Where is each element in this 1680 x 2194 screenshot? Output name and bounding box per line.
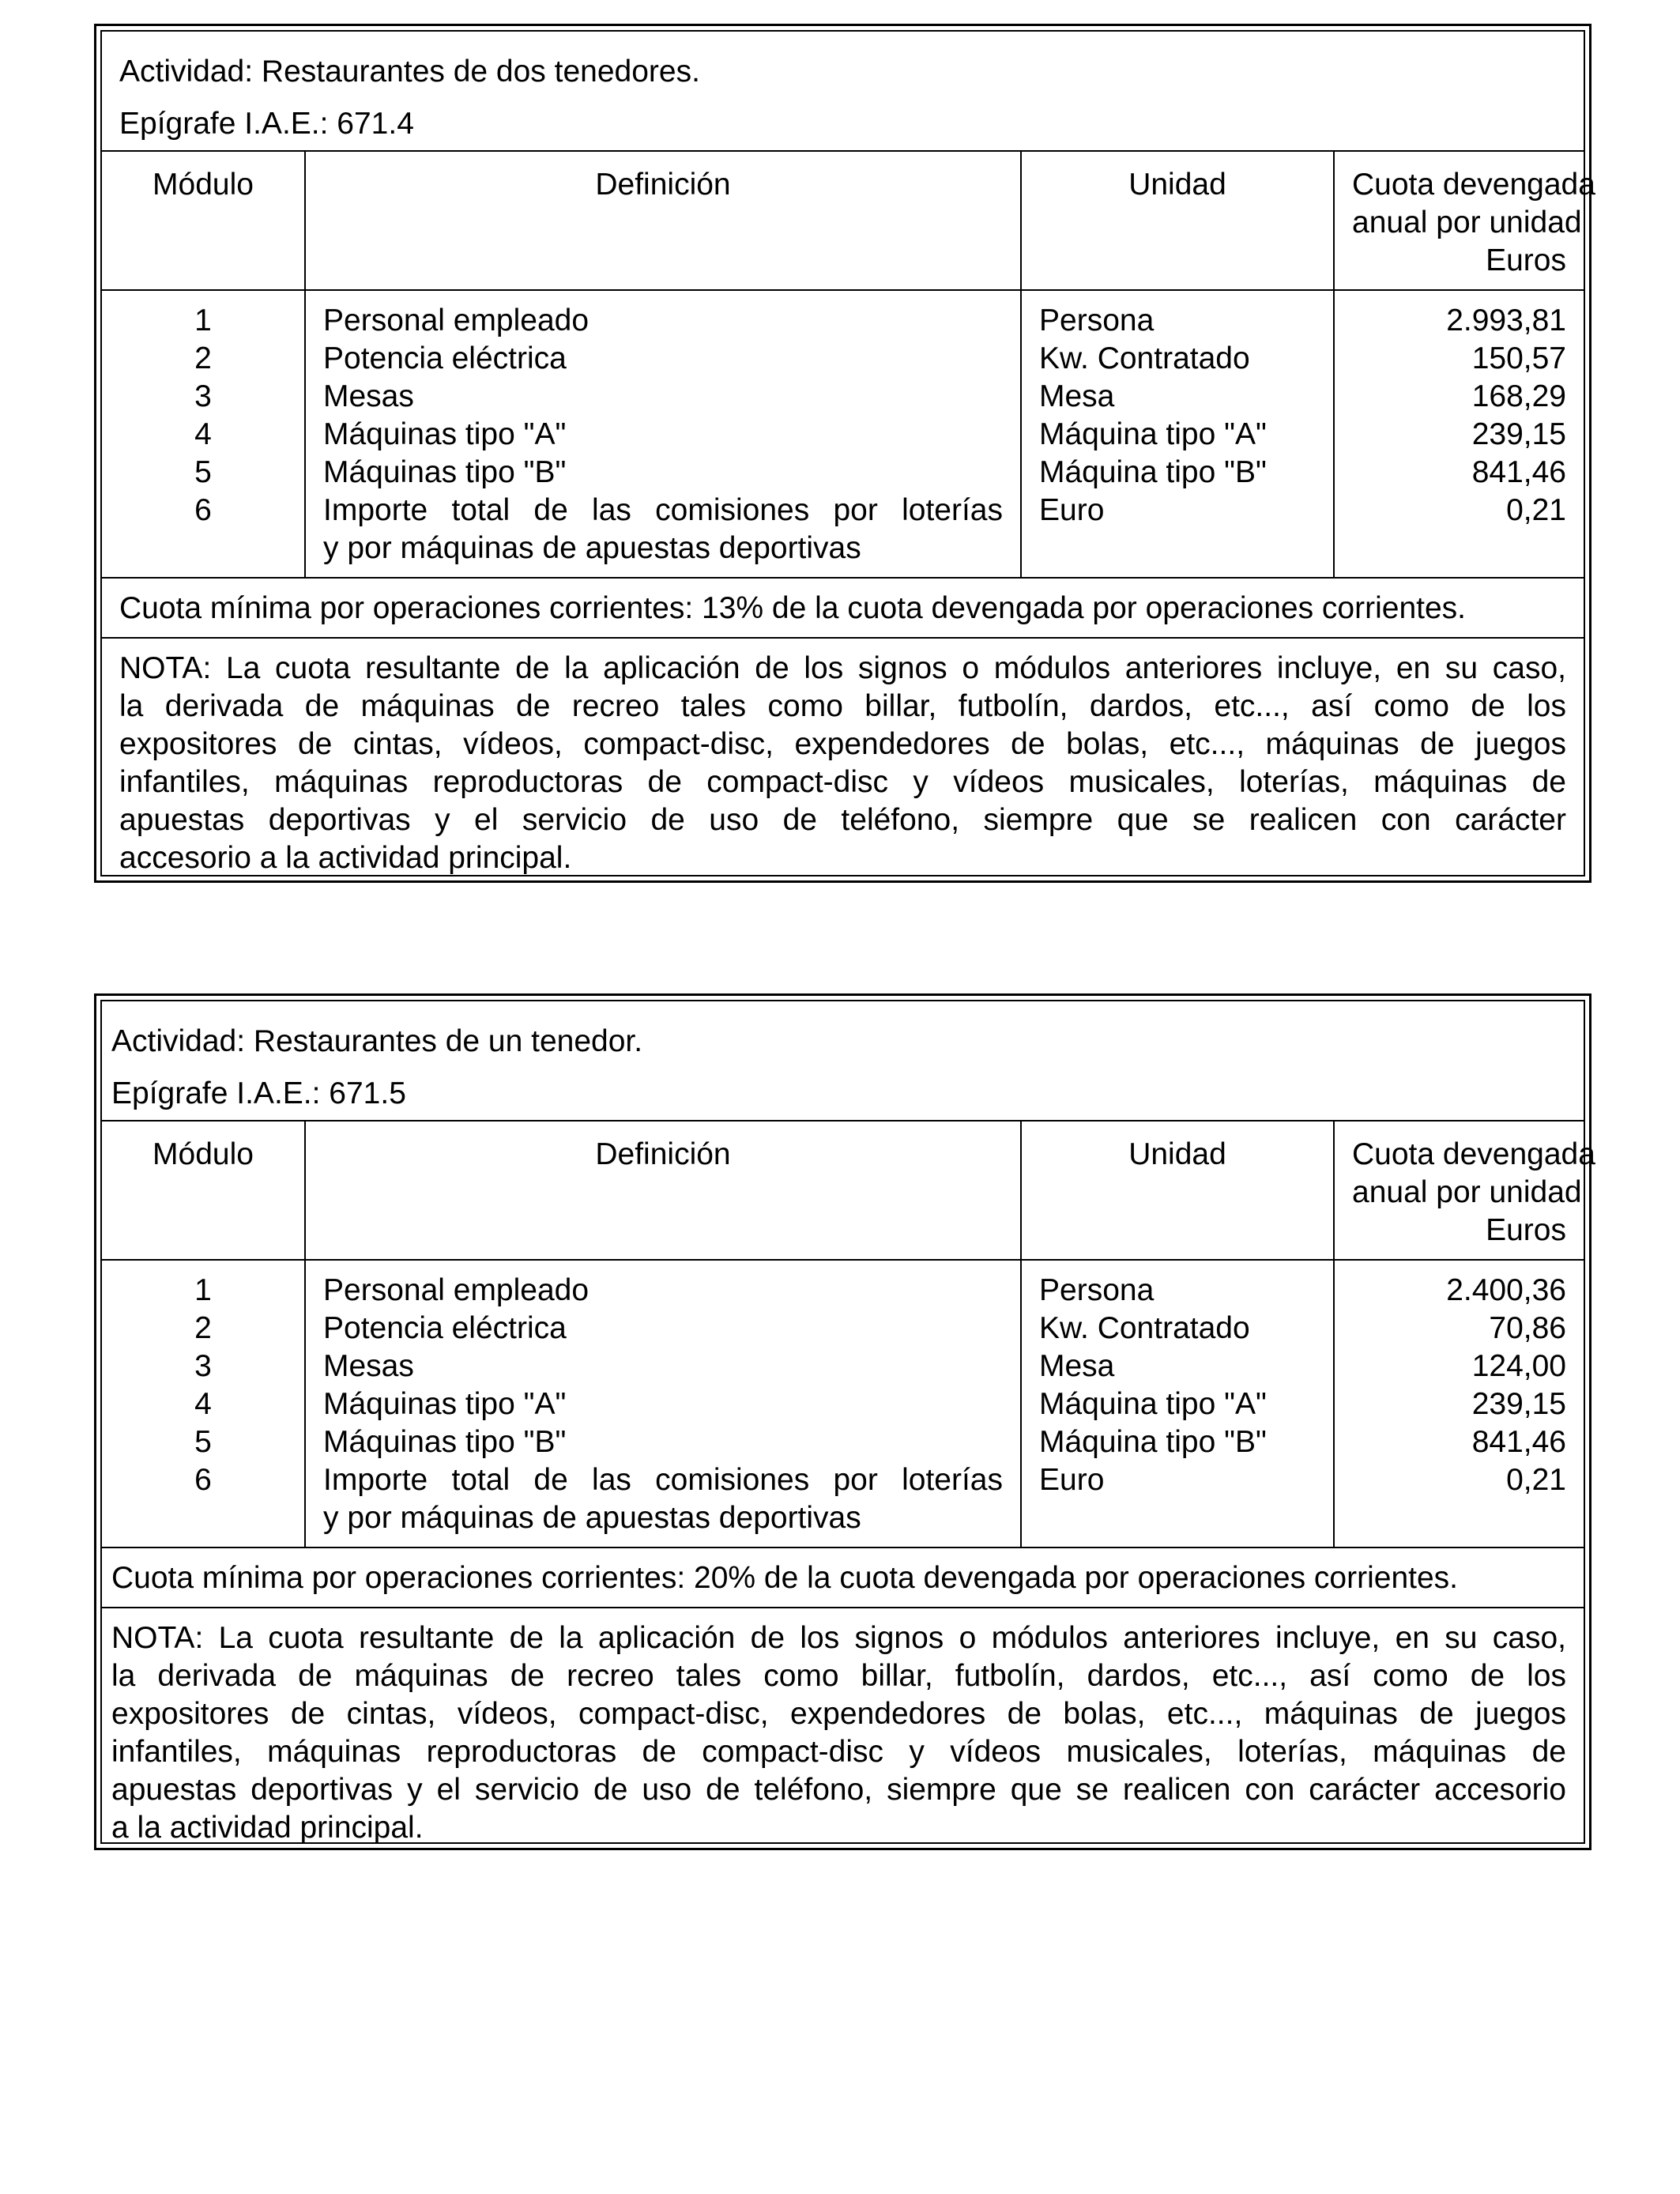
cuota-column-cells — [1334, 1260, 1584, 1547]
unidad-text: Kw. Contratado — [1039, 1311, 1250, 1345]
unidad-text: Máquina tipo "B" — [1039, 455, 1267, 489]
unidad-text: Máquina tipo "A" — [1039, 1387, 1267, 1421]
column-header-unidad: Unidad — [1021, 1121, 1334, 1260]
unidad-text: Euro — [1039, 493, 1105, 527]
definicion-text: y por máquinas de apuestas deportivas — [323, 531, 861, 565]
nota-line: expositores de cintas, vídeos, compact-disc, expendedores de bolas, etc..., máquinas de juegos — [111, 1697, 1566, 1731]
definicion-text: Personal empleado — [323, 303, 590, 337]
nota-line: NOTA: La cuota resultante de la aplicación de los signos o módulos anteriores incluye, en su caso, — [111, 1621, 1566, 1655]
definicion-text: Importe total de las comisiones por loterías — [323, 493, 1003, 527]
modules-table — [102, 150, 1595, 577]
definicion-text: Mesas — [323, 379, 414, 413]
unidad-column-cells — [1021, 290, 1334, 577]
modulo-number: 2 — [194, 341, 212, 375]
definicion-text: Máquinas tipo "B" — [323, 455, 567, 489]
nota-line: infantiles, máquinas reproductoras de compact-disc y vídeos musicales, loterías, máquinas de — [111, 1735, 1566, 1769]
modulo-number: 3 — [194, 1349, 212, 1383]
nota-line: apuestas deportivas y el servicio de uso de teléfono, siempre que se realicen con carácter — [119, 803, 1566, 837]
modulo-number: 5 — [194, 455, 212, 489]
cuota-header-line-2: anual por unidad — [1352, 205, 1582, 239]
modulo-number: 2 — [194, 1311, 212, 1345]
nota-line: la derivada de máquinas de recreo tales como billar, futbolín, dardos, etc..., así como de los — [119, 689, 1566, 723]
unidad-text: Máquina tipo "A" — [1039, 417, 1267, 451]
cuota-value: 2.993,81 — [1446, 303, 1566, 337]
definicion-text: Mesas — [323, 1349, 414, 1383]
modulo-number: 4 — [194, 1387, 212, 1421]
unidad-text: Persona — [1039, 1273, 1155, 1307]
cuota-value: 841,46 — [1471, 1425, 1566, 1459]
definicion-text: Máquinas tipo "A" — [323, 417, 567, 451]
unidad-text: Máquina tipo "B" — [1039, 1425, 1267, 1459]
column-header-modulo: Módulo — [102, 151, 305, 290]
cuota-value: 239,15 — [1471, 417, 1566, 451]
modulo-number: 6 — [194, 1463, 212, 1497]
module-table-block-2 — [94, 993, 1595, 1850]
actividad-title: Actividad: Restaurantes de dos tenedores. — [119, 55, 700, 89]
nota-line: accesorio a la actividad principal. — [119, 841, 572, 875]
column-header-unidad: Unidad — [1021, 151, 1334, 290]
unidad-column-cells — [1021, 1260, 1334, 1547]
nota-line: NOTA: La cuota resultante de la aplicación de los signos o módulos anteriores incluye, en su caso, — [119, 651, 1566, 685]
cuota-value: 124,00 — [1471, 1349, 1566, 1383]
module-table-block-1 — [94, 24, 1595, 883]
unidad-text: Kw. Contratado — [1039, 341, 1250, 375]
unidad-text: Persona — [1039, 303, 1155, 337]
cuota-value: 841,46 — [1471, 455, 1566, 489]
definicion-text: Potencia eléctrica — [323, 341, 567, 375]
definicion-text: Máquinas tipo "A" — [323, 1387, 567, 1421]
cuota-value: 239,15 — [1471, 1387, 1566, 1421]
definicion-text: y por máquinas de apuestas deportivas — [323, 1501, 861, 1535]
modulo-number: 3 — [194, 379, 212, 413]
definicion-text: Importe total de las comisiones por loterías — [323, 1463, 1003, 1497]
cuota-value: 150,57 — [1471, 341, 1566, 375]
epigrafe-label: Epígrafe I.A.E.: 671.5 — [111, 1076, 406, 1110]
definicion-text: Potencia eléctrica — [323, 1311, 567, 1345]
cuota-column-cells — [1334, 290, 1584, 577]
table-body — [102, 290, 1584, 577]
cuota-value: 168,29 — [1471, 379, 1566, 413]
modulo-number: 6 — [194, 493, 212, 527]
modulo-number: 5 — [194, 1425, 212, 1459]
nota-paragraph — [102, 637, 1584, 887]
nota-line: infantiles, máquinas reproductoras de compact-disc y vídeos musicales, loterías, máquinas de — [119, 765, 1566, 799]
column-header-modulo: Módulo — [102, 1121, 305, 1260]
epigrafe-label: Epígrafe I.A.E.: 671.4 — [119, 107, 414, 141]
modules-table — [102, 1120, 1595, 1547]
definicion-column-cells — [305, 1260, 1021, 1547]
cuota-header-line-1: Cuota devengada — [1352, 1137, 1595, 1171]
modulo-number: 1 — [194, 1273, 212, 1307]
unidad-text: Mesa — [1039, 1349, 1115, 1383]
column-header-cuota — [1334, 1121, 1595, 1260]
cuota-value: 0,21 — [1506, 1463, 1566, 1497]
cuota-value: 0,21 — [1506, 493, 1566, 527]
table-body — [102, 1260, 1584, 1547]
nota-line: a la actividad principal. — [111, 1811, 424, 1845]
nota-line: apuestas deportivas y el servicio de uso de teléfono, siempre que se realicen con carácter accesorio — [111, 1773, 1566, 1807]
cuota-header-unit: Euros — [1486, 1213, 1566, 1247]
definicion-text: Máquinas tipo "B" — [323, 1425, 567, 1459]
column-header-cuota — [1334, 151, 1595, 290]
column-header-definicion: Definición — [305, 151, 1021, 290]
nota-line: expositores de cintas, vídeos, compact-disc, expendedores de bolas, etc..., máquinas de juegos — [119, 727, 1566, 761]
cuota-value: 70,86 — [1489, 1311, 1566, 1345]
nota-paragraph — [102, 1607, 1584, 1857]
modulo-column-cells — [102, 290, 305, 577]
column-header-definicion: Definición — [305, 1121, 1021, 1260]
modulo-number: 4 — [194, 417, 212, 451]
cuota-minima-text: Cuota mínima por operaciones corrientes: 13% de la cuota devengada por operaciones corrientes. — [102, 577, 1584, 637]
definicion-text: Personal empleado — [323, 1273, 590, 1307]
module-table-frame-1 — [100, 30, 1595, 876]
nota-line: la derivada de máquinas de recreo tales como billar, futbolín, dardos, etc..., así como de los — [111, 1659, 1566, 1693]
definicion-column-cells — [305, 290, 1021, 577]
modulo-column-cells — [102, 1260, 305, 1547]
actividad-title: Actividad: Restaurantes de un tenedor. — [111, 1024, 643, 1058]
cuota-value: 2.400,36 — [1446, 1273, 1566, 1307]
module-table-frame-2 — [100, 1000, 1595, 1845]
modulo-number: 1 — [194, 303, 212, 337]
unidad-text: Mesa — [1039, 379, 1115, 413]
cuota-header-unit: Euros — [1486, 243, 1566, 277]
cuota-header-line-2: anual por unidad — [1352, 1175, 1582, 1209]
unidad-text: Euro — [1039, 1463, 1105, 1497]
cuota-minima-text: Cuota mínima por operaciones corrientes: 20% de la cuota devengada por operaciones corrientes. — [102, 1547, 1584, 1607]
cuota-header-line-1: Cuota devengada — [1352, 168, 1595, 202]
